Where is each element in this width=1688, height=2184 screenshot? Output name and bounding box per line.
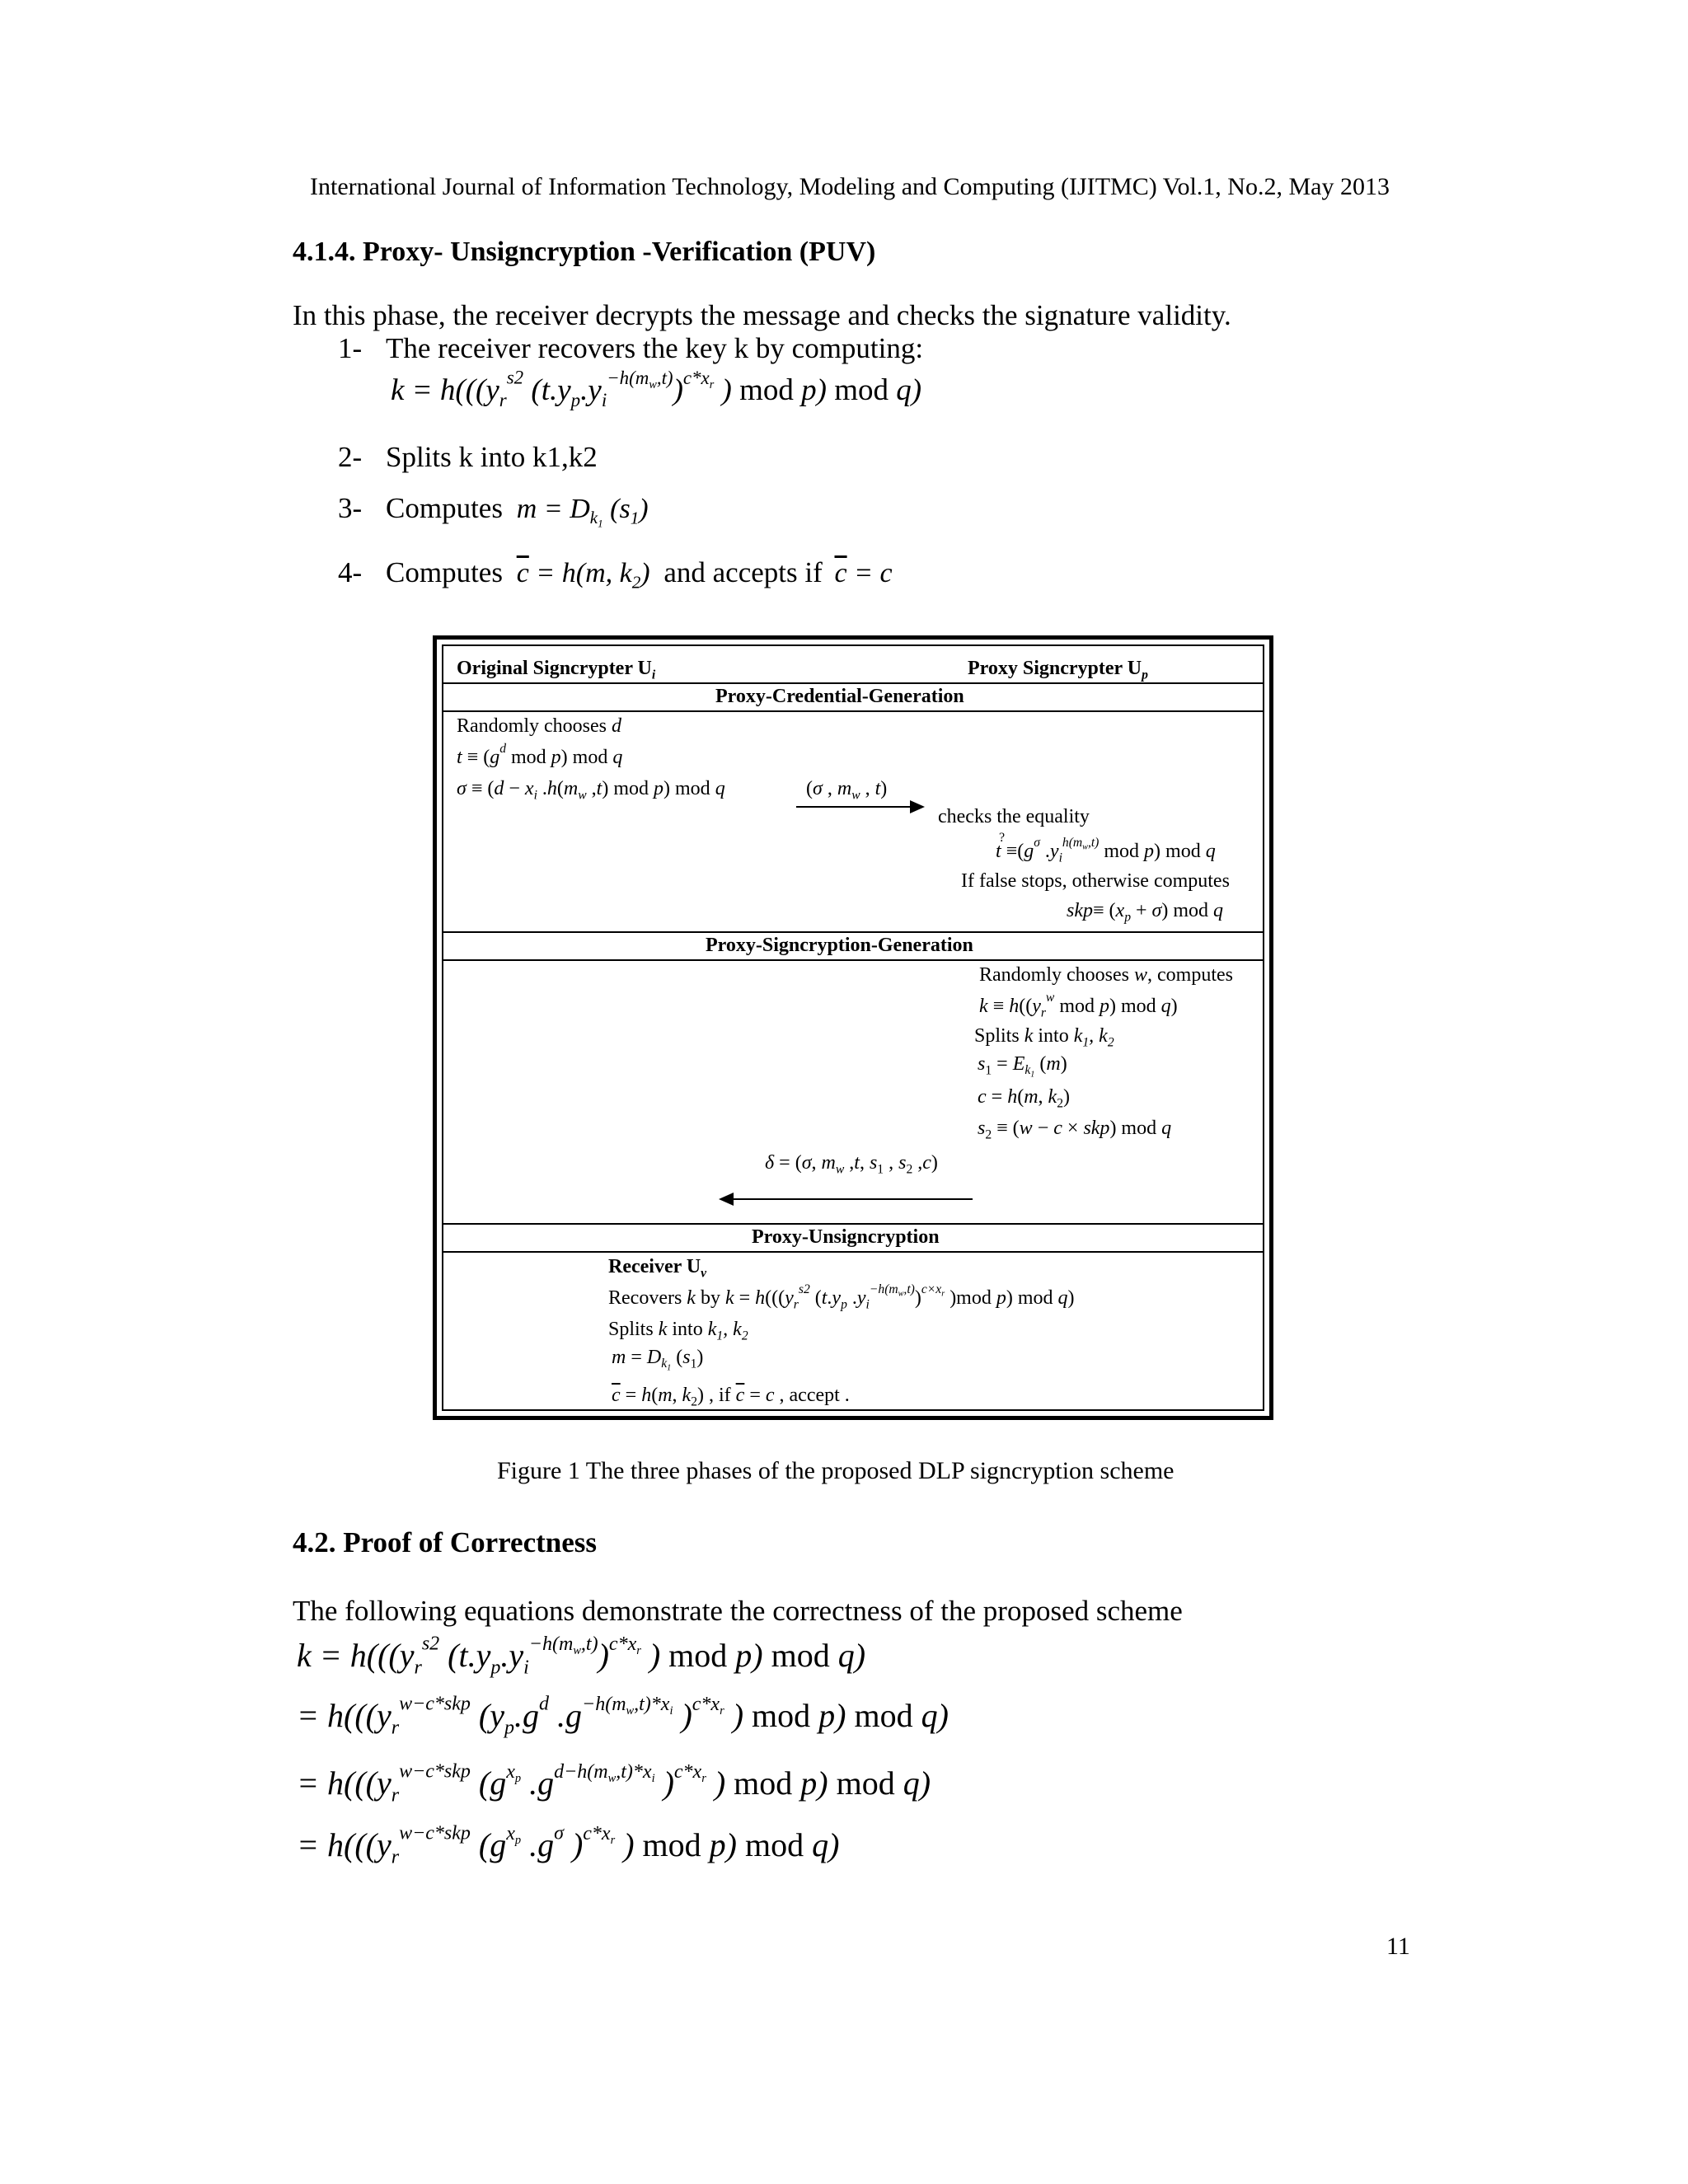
step-number: 4- — [338, 556, 363, 588]
receiver-splits-line: Splits k into $k_1$, $k_2$ — [608, 1319, 748, 1343]
k-equation: $k \equiv h((y_r^w$ mod p) mod q) — [979, 990, 1178, 1020]
receiver-accept-line: $\overline{c} = h(m$, $k_2$) , if $\overline{c} = c$ , accept . — [612, 1385, 850, 1409]
random-d-line: Randomly chooses d — [457, 715, 621, 737]
section-heading-proof: 4.2. Proof of Correctness — [293, 1526, 598, 1558]
t-equation: $t \equiv (g^d$ mod p) mod q — [457, 741, 623, 768]
divider — [443, 959, 1263, 961]
running-head: International Journal of Information Technology, Modeling and Computing (IJITMC) Vol.1, No.2, May 2013 — [310, 173, 1390, 200]
receiver-m-equation: $m = D_{k_1}$ $(s_1)$ — [612, 1347, 704, 1373]
accept-condition: $\overline{c} = c$ — [834, 558, 893, 588]
phase-proxy-unsigncryption: Proxy-Unsigncryption — [752, 1226, 940, 1248]
page-number: 11 — [1386, 1933, 1410, 1960]
divider — [443, 710, 1263, 712]
hash-equation: $\overline{c} = h(m$, $k_2$) — [516, 558, 650, 593]
signcryption-tuple: δ = (σ, $m_w$ ,t, $s_1$ , $s_2$ ,c) — [765, 1152, 938, 1177]
step-suffix: and accepts if — [663, 556, 823, 588]
divider — [443, 1223, 1263, 1225]
divider — [443, 682, 1263, 684]
proof-equation-2: = $h(((y_r^{w-c*skp}$ ($y_p.g^d$ $.g^{-h(m_w,t)*x_i}$ )$^{c*x_r}$ ) mod p) mod q) — [297, 1693, 949, 1739]
puv-step-2 — [338, 441, 598, 474]
figure-inner-frame — [442, 644, 1264, 1411]
divider — [443, 1251, 1263, 1253]
puv-intro-paragraph: In this phase, the receiver decrypts the message and checks the signature validity. — [293, 299, 1231, 331]
proof-intro-paragraph: The following equations demonstrate the correctness of the proposed scheme — [293, 1595, 1183, 1627]
s1-equation: $s_1 = E_{k_1}$ (m) — [978, 1053, 1067, 1080]
proof-equation-4: = $h(((y_r^{w-c*skp}$ ($g^{x_p}$ $.g^\sigma$ )$^{c*x_r}$ ) mod p) mod q) — [297, 1822, 840, 1868]
splits-k-line: Splits k into $k_1$, $k_2$ — [974, 1025, 1114, 1050]
puv-step-3 — [338, 492, 649, 530]
step-text: The receiver recovers the key k by computing: — [386, 332, 924, 364]
random-w-line: Randomly chooses w, computes — [979, 964, 1233, 986]
credential-tuple: (σ , $m_w$ , t) — [806, 778, 888, 803]
decrypt-equation: $m = D_{k_1}$ $(s_1)$ — [516, 494, 649, 530]
checks-equality-line: checks the equality — [938, 806, 1090, 827]
step-text: Splits k into k1,k2 — [386, 441, 598, 473]
col-proxy-signcrypter: Proxy Signcrypter $U_p$ — [968, 658, 1148, 682]
section-heading-puv: 4.1.4. Proxy- Unsigncryption -Verification (PUV) — [293, 237, 876, 267]
receiver-label: Receiver $U_v$ — [608, 1256, 707, 1281]
step-number: 3- — [338, 492, 363, 524]
puv-step-1 — [338, 332, 923, 365]
phase-proxy-signcryption-generation: Proxy-Signcryption-Generation — [706, 935, 973, 956]
puv-step-4 — [338, 556, 893, 593]
recovers-k-line: Recovers k by $k = h(((y_r^{s2}$ ($t.y_p$ $.y_i^{-h(m_w,t)})^{c\times x_r}$ )mod p) mod q) — [608, 1282, 1075, 1312]
c-equation: c = h(m, $k_2$) — [978, 1086, 1070, 1111]
step-text: Computes — [386, 492, 503, 524]
scheme-figure — [433, 635, 1273, 1420]
col-original-signcrypter: Original Signcrypter $U_i$ — [457, 658, 656, 682]
figure-caption: Figure 1 The three phases of the proposed DLP signcryption scheme — [497, 1457, 1175, 1484]
skp-equation: $skp\equiv (x_p + \sigma)$ mod q — [1067, 900, 1224, 925]
arrow-right-icon — [910, 800, 925, 813]
phase-proxy-credential-generation: Proxy-Credential-Generation — [715, 686, 964, 707]
proof-equation-1: $k = h(((y_r^{s2}$ $(t.y_p.y_i^{-h(m_w,t)})^{c*x_r}$ ) mod p) mod q) — [297, 1633, 866, 1679]
step-number: 2- — [338, 441, 363, 473]
s2-equation: $s_2 \equiv (w - c \times skp)$ mod q — [978, 1118, 1172, 1142]
proof-equation-3: = $h(((y_r^{w-c*skp}$ ($g^{x_p}$ $.g^{d-h(m_w,t)*x_i}$ )$^{c*x_r}$ ) mod p) mod q) — [297, 1760, 931, 1807]
key-recovery-equation: $k = h(((y_r^{s2}$ $(t.y_p.y_i^{-h(m_w,t)})^{c*x_r}$ ) mod p) mod q) — [391, 367, 922, 411]
send-arrow-line — [796, 806, 912, 808]
sigma-equation: $\sigma \equiv (d - x_i$ $.h(m_w$ ,t) mod p) mod q — [457, 778, 725, 803]
send-arrow-line — [732, 1198, 973, 1200]
false-stops-line: If false stops, otherwise computes — [961, 870, 1230, 892]
check-equation: $t \equiv(g^\sigma$ $.y_i^{h(m_w,t)}$ mod p) mod q — [996, 835, 1216, 865]
divider — [443, 931, 1263, 933]
step-text: Computes — [386, 556, 503, 588]
question-mark: ? — [999, 831, 1006, 845]
step-number: 1- — [338, 332, 363, 364]
